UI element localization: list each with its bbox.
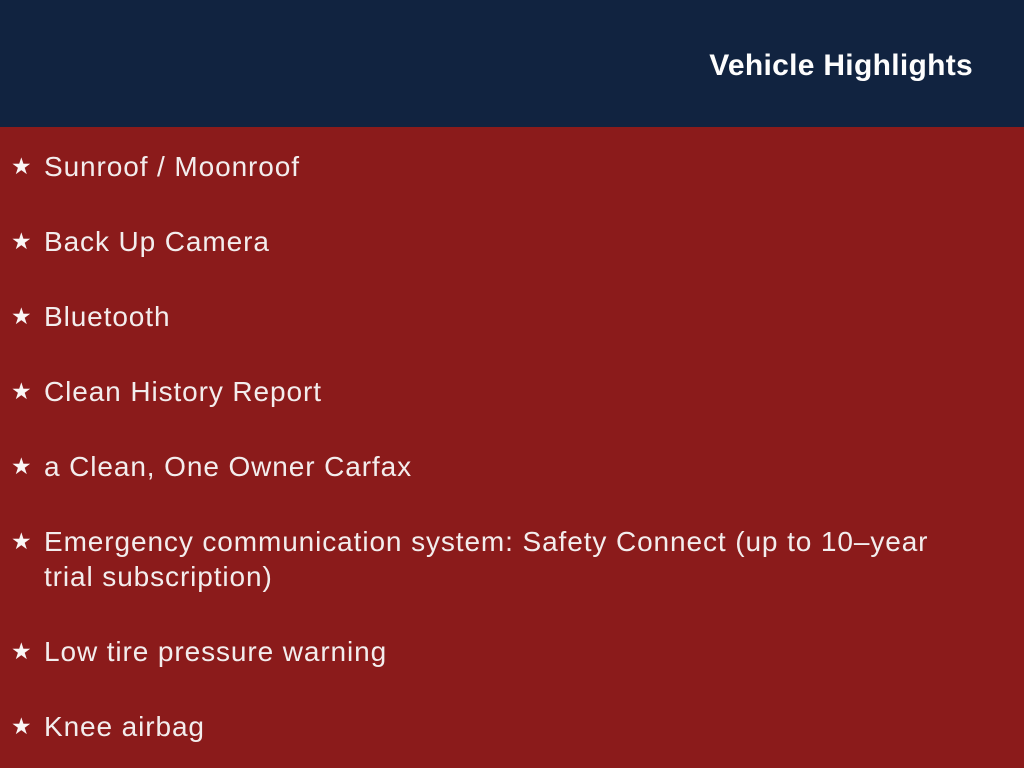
star-bullet-icon: ★: [11, 528, 32, 554]
list-item: [0, 524, 1024, 594]
star-bullet-icon: ★: [11, 453, 32, 479]
list-item: [0, 224, 1024, 259]
star-bullet-icon: ★: [11, 303, 32, 329]
slide-title: Vehicle Highlights: [709, 48, 973, 82]
list-item-text: Low tire pressure warning: [44, 636, 388, 667]
list-item-text: a Clean, One Owner Carfax: [44, 451, 412, 482]
list-item-text: Sunroof / Moonroof: [44, 151, 300, 182]
list-item: [0, 149, 1024, 184]
list-item: [0, 709, 1024, 744]
list-item: [0, 299, 1024, 334]
list-item-text: Emergency communication system: Safety Connect (up to 10–year: [44, 526, 929, 557]
list-item: [0, 449, 1024, 484]
list-item: [0, 634, 1024, 669]
star-bullet-icon: ★: [11, 153, 32, 179]
slide-header-band: [0, 0, 1024, 127]
star-bullet-icon: ★: [11, 378, 32, 404]
list-item-text-wrap: trial subscription): [44, 561, 273, 592]
list-item-text: Clean History Report: [44, 376, 322, 407]
highlights-list: [0, 127, 1024, 744]
list-item-text: Bluetooth: [44, 301, 171, 332]
star-bullet-icon: ★: [11, 638, 32, 664]
star-bullet-icon: ★: [11, 228, 32, 254]
star-bullet-icon: ★: [11, 713, 32, 739]
list-item-text: Back Up Camera: [44, 226, 270, 257]
list-item: [0, 374, 1024, 409]
list-item-text: Knee airbag: [44, 711, 205, 742]
